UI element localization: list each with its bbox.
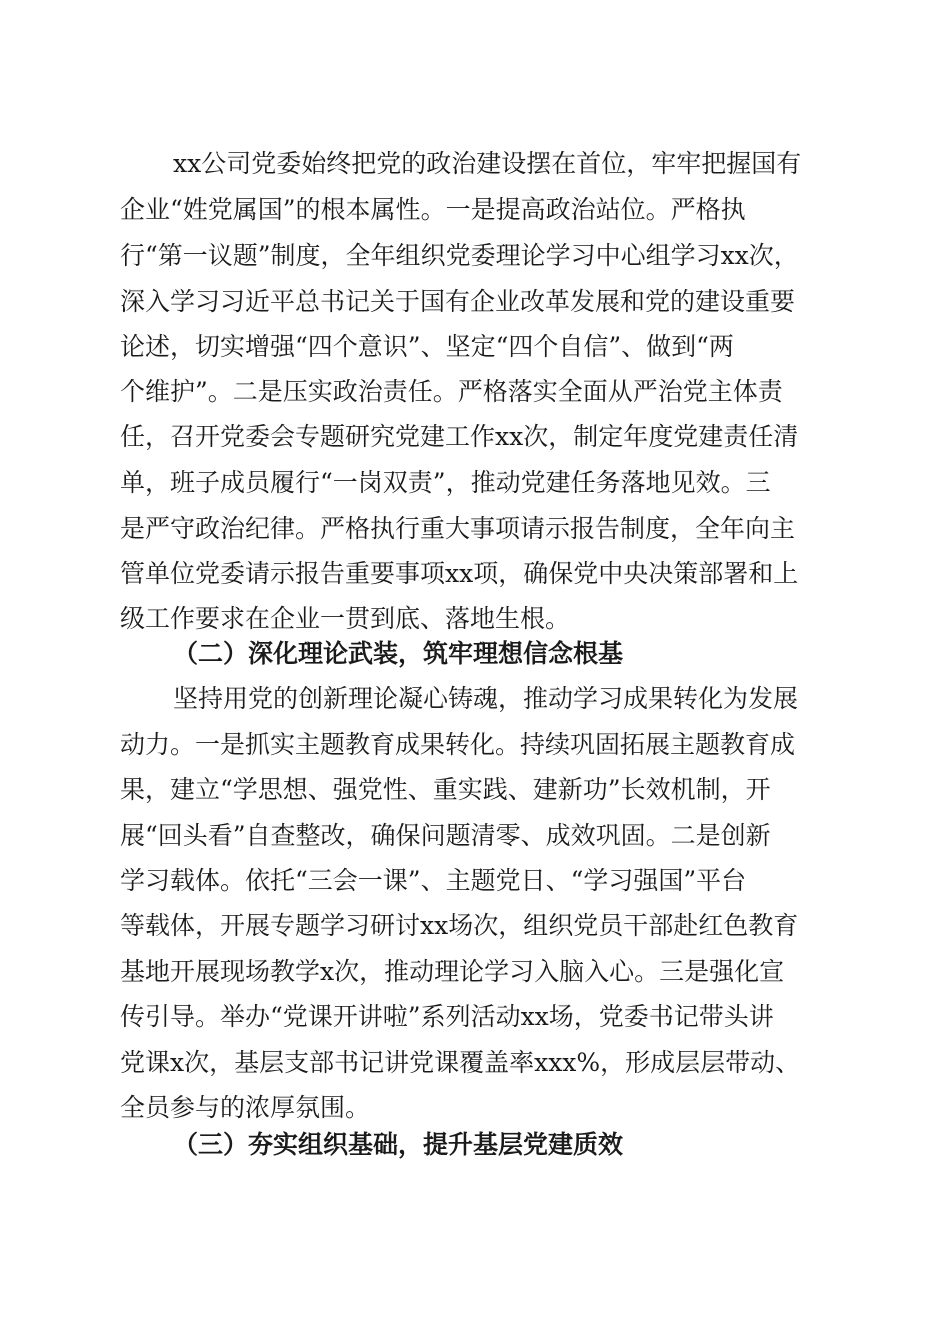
paragraph-1-line-9: 是严守政治纪律。严格执行重大事项请示报告制度，全年向主	[120, 514, 796, 543]
paragraph-1-line-2: 企业“姓党属国”的根本属性。一是提高政治站位。严格执	[120, 195, 746, 224]
section-heading-3: （三）夯实组织基础，提升基层党建质效	[173, 1130, 624, 1159]
paragraph-2-line-4: 展“回头看”自查整改，确保问题清零、成效巩固。二是创新	[120, 821, 771, 850]
paragraph-2-line-9: 党课x次，基层支部书记讲党课覆盖率xxx%，形成层层带动、	[120, 1048, 801, 1077]
paragraph-2-line-10: 全员参与的浓厚氛围。	[120, 1093, 371, 1122]
paragraph-2-line-6: 等载体，开展专题学习研讨xx场次，组织党员干部赴红色教育	[120, 911, 799, 940]
paragraph-1-line-10: 管单位党委请示报告重要事项xx项，确保党中央决策部署和上	[120, 559, 799, 588]
paragraph-2-line-8: 传引导。举办“党课开讲啦”系列活动xx场，党委书记带头讲	[120, 1002, 774, 1031]
paragraph-2-line-7: 基地开展现场教学x次，推动理论学习入脑入心。三是强化宣	[120, 957, 785, 986]
paragraph-1-line-6: 个维护”。二是压实政治责任。严格落实全面从严治党主体责	[120, 377, 783, 406]
paragraph-1-line-1: xx公司党委始终把党的政治建设摆在首位，牢牢把握国有	[173, 149, 802, 178]
section-heading-2: （二）深化理论武装，筑牢理想信念根基	[173, 639, 624, 668]
paragraph-2-line-2: 动力。一是抓实主题教育成果转化。持续巩固拓展主题教育成	[120, 730, 796, 759]
paragraph-1-line-5: 论述，切实增强“四个意识”、坚定“四个自信”、做到“两	[120, 332, 734, 361]
paragraph-1-line-11: 级工作要求在企业一贯到底、落地生根。	[120, 604, 571, 633]
paragraph-2-line-1: 坚持用党的创新理论凝心铸魂，推动学习成果转化为发展	[173, 684, 799, 713]
paragraph-1-line-4: 深入学习习近平总书记关于国有企业改革发展和党的建设重要	[120, 287, 796, 316]
paragraph-1-line-8: 单，班子成员履行“一岗双责”，推动党建任务落地见效。三	[120, 468, 771, 497]
paragraph-2-line-5: 学习载体。依托“三会一课”、主题党日、“学习强国”平台	[120, 866, 747, 895]
paragraph-2-line-3: 果，建立“学思想、强党性、重实践、建新功”长效机制，开	[120, 775, 771, 804]
paragraph-1-line-7: 任，召开党委会专题研究党建工作xx次，制定年度党建责任清	[120, 422, 799, 451]
paragraph-1-line-3: 行“第一议题”制度，全年组织党委理论学习中心组学习xx次，	[120, 241, 799, 270]
